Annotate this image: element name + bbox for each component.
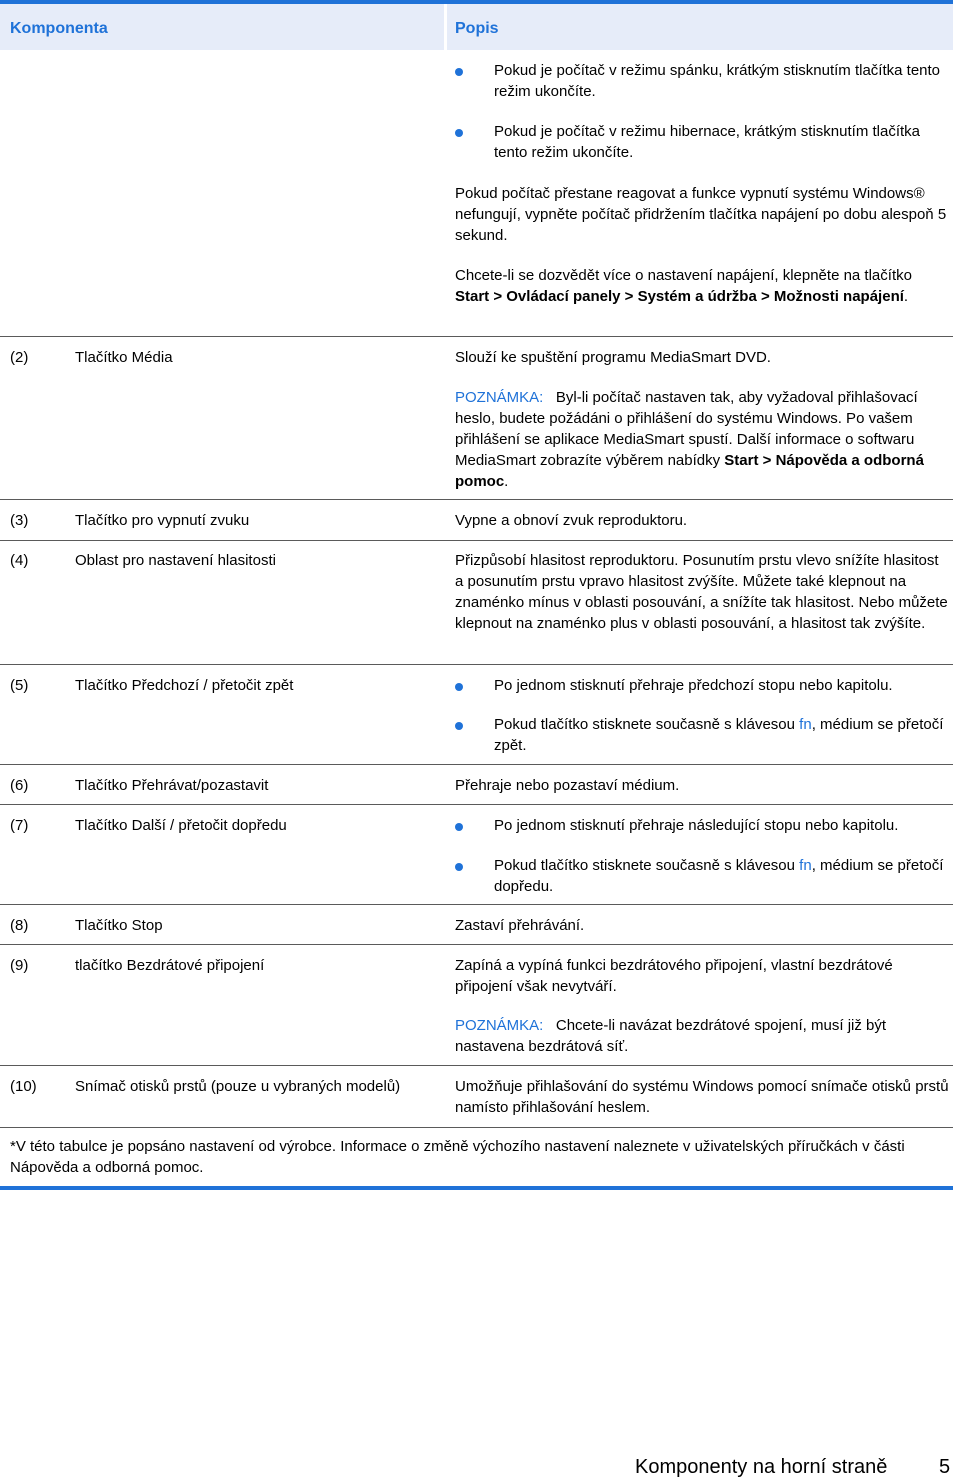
- note-label: POZNÁMKA:: [455, 389, 544, 406]
- row-number: (6): [10, 777, 29, 794]
- bullet-icon: [455, 129, 463, 137]
- row-divider: [0, 540, 953, 541]
- row-divider: [0, 664, 953, 665]
- table-footnote: *V této tabulce je popsáno nastavení od výrobce. Informace o změně výchozího nastavení naleznete v uživatelských příručkách v části Nápověda a odborná pomoc.: [10, 1138, 905, 1176]
- bullet-icon: [455, 823, 463, 831]
- row-number: (7): [10, 817, 29, 834]
- prev-bullet-2: Pokud tlačítko stisknete současně s klávesou fn, médium se přetočí zpět.: [494, 716, 944, 754]
- component-name: Tlačítko Stop: [75, 917, 163, 934]
- power-bullet-hibernate: Pokud je počítač v režimu hibernace, krátkým stisknutím tlačítka tento režim ukončíte.: [494, 123, 920, 161]
- prev-bullet-1: Po jednom stisknutí přehraje předchozí stopu nebo kapitolu.: [494, 677, 893, 694]
- bullet-icon: [455, 68, 463, 76]
- row-number: (5): [10, 677, 29, 694]
- power-bullet-sleep: Pokud je počítač v režimu spánku, krátkým stisknutím tlačítka tento režim ukončíte.: [494, 62, 941, 100]
- component-name: Snímač otisků prstů (pouze u vybraných modelů): [75, 1078, 401, 1095]
- row-divider: [0, 1065, 953, 1066]
- bullet-icon: [455, 683, 463, 691]
- row-divider: [0, 1127, 953, 1128]
- component-description: Přehraje nebo pozastaví médium.: [455, 777, 680, 794]
- fn-key: fn: [799, 857, 812, 874]
- component-description: Slouží ke spuštění programu MediaSmart DVD.: [455, 349, 771, 366]
- row-divider: [0, 499, 953, 500]
- component-name: Oblast pro nastavení hlasitosti: [75, 552, 276, 569]
- component-name: tlačítko Bezdrátové připojení: [75, 957, 265, 974]
- bullet-icon: [455, 722, 463, 730]
- power-shutdown-text: Pokud počítač přestane reagovat a funkce vypnutí systému Windows® nefungují, vypněte počítač přidržením tlačítka napájení po dobu alespoň 5 sekund.: [455, 185, 947, 244]
- power-settings-text: Chcete-li se dozvědět více o nastavení napájení, klepněte na tlačítko Start > Ovládací panely > Systém a údržba > Možnosti napájení.: [455, 267, 912, 305]
- wireless-note: POZNÁMKA: Chcete-li navázat bezdrátové spojení, musí již být nastavena bezdrátová síť.: [455, 1017, 887, 1055]
- row-number: (9): [10, 957, 29, 974]
- row-divider: [0, 904, 953, 905]
- row-number: (8): [10, 917, 29, 934]
- column-header-description: Popis: [455, 20, 499, 37]
- fn-key: fn: [799, 716, 812, 733]
- row-divider: [0, 336, 953, 337]
- row-divider: [0, 944, 953, 945]
- component-description: Umožňuje přihlašování do systému Windows pomocí snímače otisků prstů namísto přihlašování heslem.: [455, 1078, 949, 1116]
- header-cell-description: [447, 4, 953, 50]
- row-divider: [0, 764, 953, 765]
- component-description: Vypne a obnoví zvuk reproduktoru.: [455, 512, 688, 529]
- row-divider: [0, 804, 953, 805]
- table-bottom-bar: [0, 1186, 953, 1190]
- component-description: Zapíná a vypíná funkci bezdrátového připojení, vlastní bezdrátové připojení však nevytváří.: [455, 957, 893, 995]
- next-bullet-1: Po jednom stisknutí přehraje následující stopu nebo kapitolu.: [494, 817, 899, 834]
- note-label: POZNÁMKA:: [455, 1017, 544, 1034]
- next-bullet-2: Pokud tlačítko stisknete současně s klávesou fn, médium se přetočí dopředu.: [494, 857, 944, 895]
- row-number: (10): [10, 1078, 37, 1095]
- media-note: POZNÁMKA: Byl-li počítač nastaven tak, aby vyžadoval přihlašovací heslo, budete požádáni o přihlášení do systému Windows. Po vašem přihlášení se aplikace MediaSmart spustí. Další informace o softwaru MediaSmart zobrazíte výběrem nabídky Start > Nápověda a odborná pomoc.: [455, 389, 924, 490]
- power-settings-path: Start > Ovládací panely > Systém a údržba > Možnosti napájení: [455, 288, 904, 305]
- component-name: Tlačítko Předchozí / přetočit zpět: [75, 677, 294, 694]
- bullet-icon: [455, 863, 463, 871]
- column-header-component: Komponenta: [10, 20, 108, 37]
- component-name: Tlačítko Přehrávat/pozastavit: [75, 777, 269, 794]
- component-description: Zastaví přehrávání.: [455, 917, 585, 934]
- component-name: Tlačítko Další / přetočit dopředu: [75, 817, 287, 834]
- page-number: 5: [939, 1456, 951, 1478]
- component-description: Přizpůsobí hlasitost reproduktoru. Posunutím prstu vlevo snížíte hlasitost a posunutím prstu vpravo hlasitost zvýšíte. Můžete také klepnout na znaménko mínus v oblasti posouvání, a snížíte tak hlasitost. Nebo můžete klepnout na znaménko plus v oblasti posouvání, a hlasitost tak zvýšíte.: [455, 552, 948, 632]
- row-number: (3): [10, 512, 29, 529]
- component-name: Tlačítko Média: [75, 349, 173, 366]
- page-footer-section: Komponenty na horní straně: [635, 1456, 888, 1478]
- component-name: Tlačítko pro vypnutí zvuku: [75, 512, 250, 529]
- row-number: (2): [10, 349, 29, 366]
- row-number: (4): [10, 552, 29, 569]
